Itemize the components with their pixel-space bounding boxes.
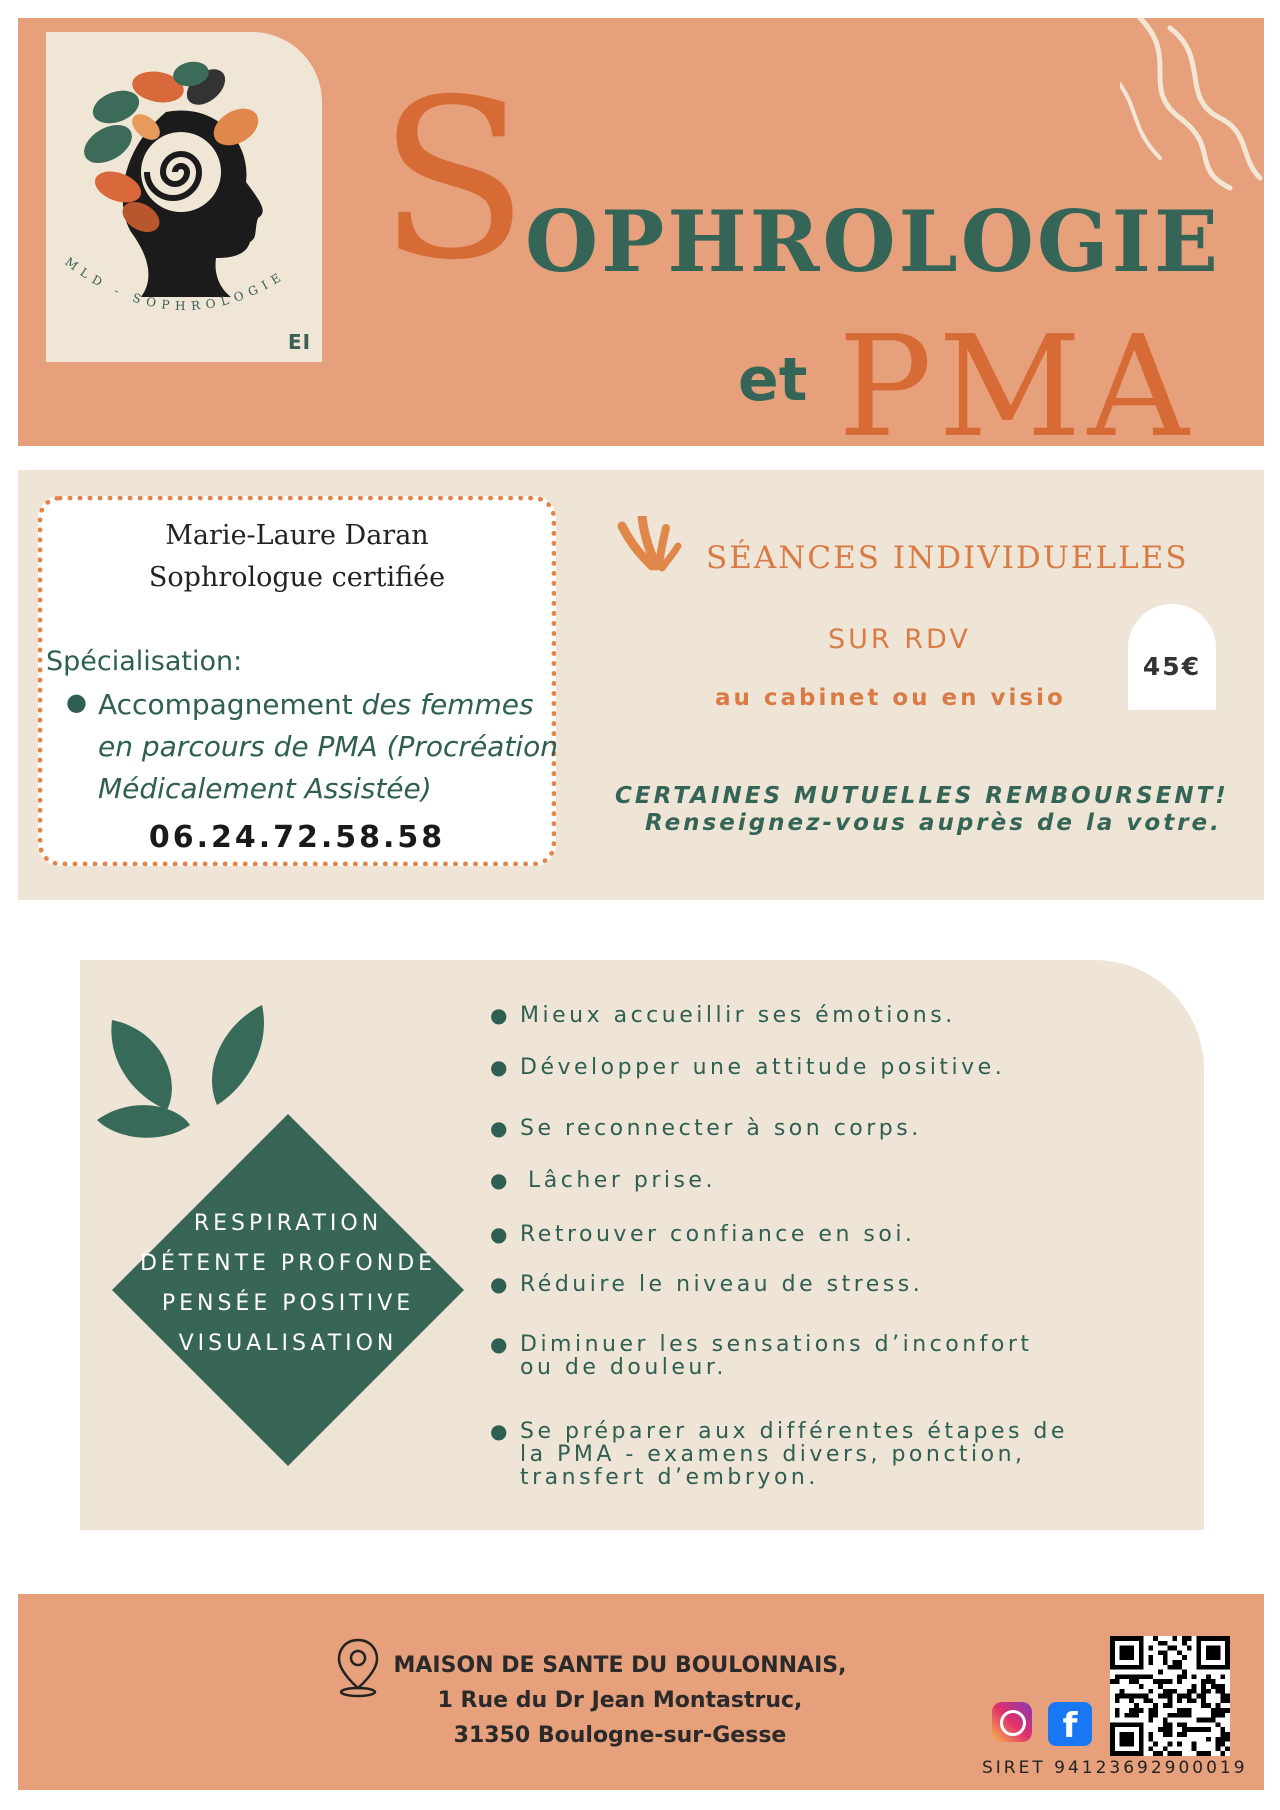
- bullet-icon: ●: [490, 1272, 511, 1296]
- technique-item: PENSÉE POSITIVE: [161, 1291, 415, 1316]
- logo-arc-text: [50, 250, 320, 350]
- swirl-decoration: [1120, 18, 1270, 198]
- benefit-text: Réduire le niveau de stress.: [520, 1272, 924, 1297]
- logo-ei: EI: [288, 330, 312, 354]
- address: [380, 1648, 860, 1753]
- technique-item: DÉTENTE PROFONDE: [139, 1251, 437, 1276]
- sur-rdv: SUR RDV: [828, 624, 971, 655]
- bullet-icon: ●: [490, 1003, 511, 1027]
- benefit-text: Retrouver confiance en soi.: [520, 1222, 916, 1247]
- contact-card: [38, 496, 556, 866]
- specialisation-text: [98, 684, 558, 810]
- spec-part1: Accompagnement: [98, 688, 362, 721]
- title-et: et: [738, 345, 808, 415]
- address-line3: 31350 Boulogne-sur-Gesse: [453, 1723, 787, 1748]
- technique-item: VISUALISATION: [178, 1331, 398, 1356]
- lieu-seance: au cabinet ou en visio: [715, 685, 1066, 711]
- bullet-icon: ●: [66, 688, 87, 716]
- bullet-icon: ●: [490, 1168, 511, 1192]
- phone-number[interactable]: 06.24.72.58.58: [148, 820, 446, 855]
- seances-title: SÉANCES INDIVIDUELLES: [706, 540, 1189, 576]
- price: 45€: [1142, 652, 1202, 681]
- bullet-icon: ●: [490, 1116, 511, 1140]
- bullet-icon: ●: [490, 1055, 511, 1079]
- bullet-icon: ●: [490, 1222, 511, 1246]
- qr-code[interactable]: [1110, 1636, 1230, 1756]
- benefit-text: Diminuer les sensations d’inconfort ou de douleur.: [520, 1332, 1033, 1380]
- techniques-list: [130, 1204, 446, 1364]
- svg-text:MLD - SOPHROLOGIE: [63, 255, 289, 313]
- title-initial: S: [378, 52, 529, 308]
- title-rest: OPHROLOGIE: [525, 192, 1221, 291]
- siret: SIRET 94123692900019: [982, 1758, 1248, 1778]
- splash-icon: [612, 516, 682, 576]
- spec-part2: des femmes en parcours de PMA (Procréation Médicalement Assistée): [98, 688, 558, 805]
- benefit-text: Se préparer aux différentes étapes de la PMA - examens divers, ponction, transfert d’embryon.: [520, 1419, 1068, 1490]
- address-line1: MAISON DE SANTE DU BOULONNAIS,: [393, 1653, 847, 1678]
- benefit-text: Lâcher prise.: [528, 1168, 716, 1193]
- instagram-lens: [1000, 1710, 1026, 1736]
- mutuelles-line1: CERTAINES MUTUELLES REMBOURSENT!: [615, 783, 1229, 809]
- facebook-icon[interactable]: f: [1048, 1702, 1092, 1746]
- benefit-text: Mieux accueillir ses émotions.: [520, 1003, 956, 1028]
- bullet-icon: ●: [490, 1419, 511, 1443]
- map-pin-icon: [333, 1636, 383, 1698]
- practitioner-name: Marie-Laure Daran: [165, 520, 429, 551]
- practitioner-role: Sophrologue certifiée: [148, 562, 446, 593]
- title-pma: PMA: [838, 306, 1195, 469]
- specialisation-label: Spécialisation:: [46, 646, 243, 677]
- benefit-text: Se reconnecter à son corps.: [520, 1116, 922, 1141]
- logo-arc-label: MLD - SOPHROLOGIE: [62, 254, 289, 314]
- mutuelles-line2: Renseignez-vous auprès de la votre.: [645, 810, 1222, 836]
- technique-item: RESPIRATION: [193, 1211, 383, 1236]
- bullet-icon: ●: [490, 1332, 511, 1356]
- benefit-text: Développer une attitude positive.: [520, 1055, 1006, 1080]
- address-line2: 1 Rue du Dr Jean Montastruc,: [437, 1688, 803, 1713]
